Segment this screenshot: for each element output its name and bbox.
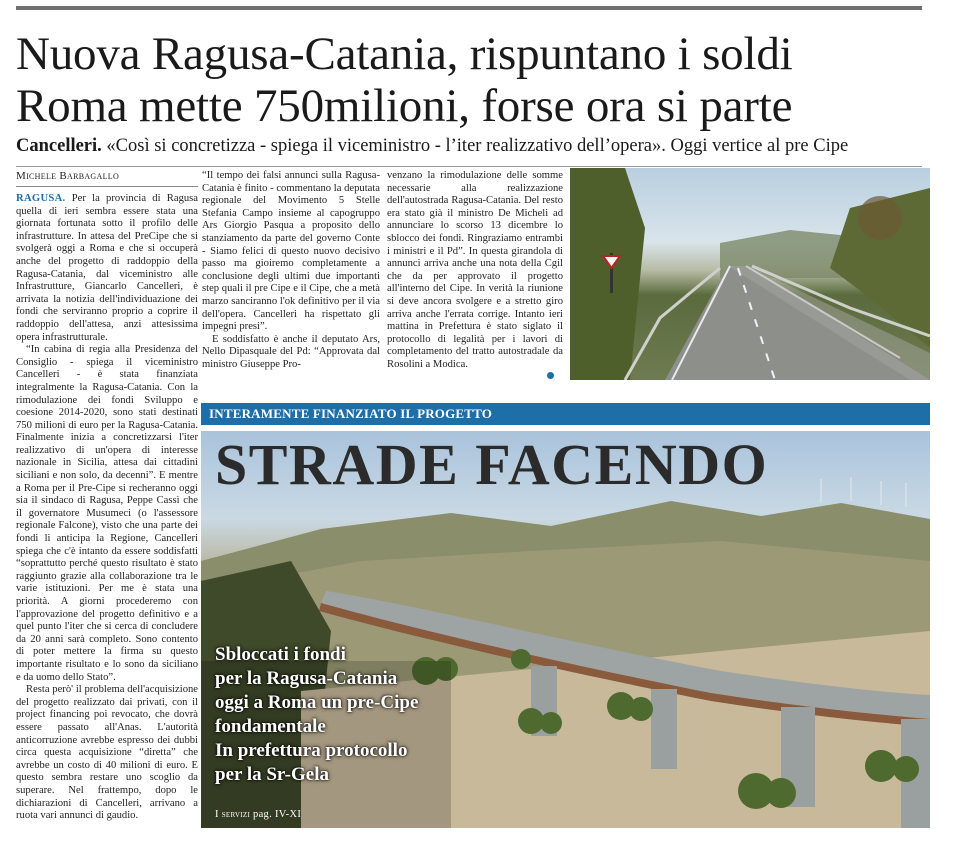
- article-column-3: [387, 170, 563, 384]
- paragraph: “In cabina di regia alla Presidenza del Consiglio - spiega il viceministro Cancelleri - è stata finanziata integralmente la Ragusa-Catania. Con la rimodulazione dei fondi Sviluppo e coesione 2014-2020, sono stati destinati 750 milioni di euro per la Ragusa-Catania. Finalmente inizia a concretizzarsi l'iter realizzativo di un'opera di interesse nazionale in Sicilia, attesa dai cittadini siciliani e non solo, da decenni”. E mentre a Roma per il Pre-Cipe si recheranno oggi sia il sindaco di Ragusa, Peppe Cassì che il governatore Musumeci (o l'assessore regionale Falcone), visto che una parte dei fondi li anticipa la Regione, Cancelleri spiega che c'è intanto da essere soddisfatti “soprattutto perché questo risultato è stato raggiunto grazie alla collaborazione tra le varie istituzioni. Per me è stata una priorità. A giorni procederemo con l'approvazione del progetto definitivo e a quel punto l'iter che si cerca di concludere da 20 anni sarà completo. Sono contento di poter mettere la firma su questo importante risultato e lo sono da siciliano e da uomo dello Stato”.: [16, 344, 198, 683]
- dateline: RAGUSA.: [16, 193, 66, 204]
- byline: Michele Barbagallo: [16, 170, 120, 182]
- paragraph: “Il tempo dei falsi annunci sulla Ragusa-Catania è finito - commentano la deputata regionale del Movimento 5 Stelle Stefania Campo insieme al capogruppo Ars Giorgio Pasqua a proposito dello stanziamento da parte del governo Conte - Siamo felici di questo nuovo decisivo passo ma gioiremo completamente a conclusione degli ultimi due importanti step quali il pre Cipe e il Cipe, che a metà marzo sanciranno l'ok definitivo per il via dell'opera. Cancelleri ha rispettato gli impegni presi”.: [202, 170, 380, 333]
- headline-line-2: Roma mette 750milioni, forse ora si parte: [16, 80, 793, 132]
- page-reference-label: I servizi: [215, 809, 251, 820]
- highway-photo: [570, 168, 930, 380]
- overlay-line: In prefettura protocollo: [215, 740, 408, 761]
- page-reference: [215, 809, 301, 820]
- headline: [16, 28, 936, 132]
- paragraph-text: Per la provincia di Ragusa quella di ieri sembra essere stata una giornata fortunata sotto il profilo delle infrastrutture. In attesa del PreCipe che si svolgerà oggi a Roma e che si occuperà anche del progetto di raddoppio della Ragusa-Catania, dal viceministro alle Infrastrutture, Giancarlo Cancelleri, è arrivata la notizia dell'individuazione dei fondi che serviranno proprio a coprire il raddoppio dell'attesa, anzi attesissima opera infrastrutturale.: [16, 193, 198, 343]
- paragraph: Resta però' il problema dell'acquisizione del progetto realizzato dai privati, con il project financing poi revocato, che dovrà essere passato all'Anas. L'autorità anticorruzione avrebbe espresso dei dubbi circa questa acquisizione “diretta” che avrebbe un costo di 40 milioni di euro. E questo sembra restare uno scoglio da superare. Nel frattempo, dopo le dichiarazioni di Cancelleri, arrivano a ruota vari annunci di gaudio.: [16, 684, 198, 822]
- article-column-1: [16, 193, 198, 843]
- end-mark-icon: [547, 372, 554, 379]
- page-reference-value: pag. IV-XI: [253, 809, 302, 820]
- paragraph: [16, 193, 198, 344]
- section-banner: INTERAMENTE FINANZIATO IL PROGETTO: [201, 403, 930, 425]
- feature-title: STRADE FACENDO: [215, 432, 769, 497]
- overlay-line: fondamentale: [215, 716, 326, 737]
- subhead-lead: Cancelleri.: [16, 136, 102, 156]
- top-rule: [16, 6, 922, 10]
- feature-overlay-text: [215, 643, 515, 787]
- viaduct-rendering: [201, 431, 930, 828]
- subhead: [16, 136, 936, 157]
- paragraph: venzano la rimodulazione delle somme necessarie alla realizzazione dell'autostrada Ragusa-Catania. Del resto era stato già il ministro De Micheli ad annunciare lo scorso 13 dicembre lo sblocco dei fondi. Ringraziamo entrambi i ministri e il Pd”. In questa girandola di annunci arriva anche una nota della Cgil che da per approvato il progetto all'interno del Cipe. In verità la riunione si deve ancora svolgere e a stretto giro arriva anche l'errata corrige. Intanto ieri mattina in Prefettura è stato siglato il protocollo di legalità per i lavori di completamento del tratto autostradale da Rosolini a Modica.: [387, 170, 563, 370]
- subhead-text: «Così si concretizza - spiega il viceministro - l’iter realizzativo dell’opera». Oggi vertice al pre Cipe: [106, 136, 849, 156]
- byline-underline: [16, 186, 198, 187]
- overlay-line: Sbloccati i fondi: [215, 644, 346, 665]
- article-column-2: [202, 170, 380, 404]
- byline-rule: [16, 166, 922, 167]
- overlay-line: per la Ragusa-Catania: [215, 668, 398, 689]
- overlay-line: oggi a Roma un pre-Cipe: [215, 692, 419, 713]
- headline-line-1: Nuova Ragusa-Catania, rispuntano i soldi: [16, 28, 793, 80]
- highway-illustration: [570, 168, 930, 380]
- overlay-line: per la Sr-Gela: [215, 764, 329, 785]
- paragraph: E soddisfatto è anche il deputato Ars, Nello Dipasquale del Pd: “Approvata dal ministro Giuseppe Pro-: [202, 333, 380, 370]
